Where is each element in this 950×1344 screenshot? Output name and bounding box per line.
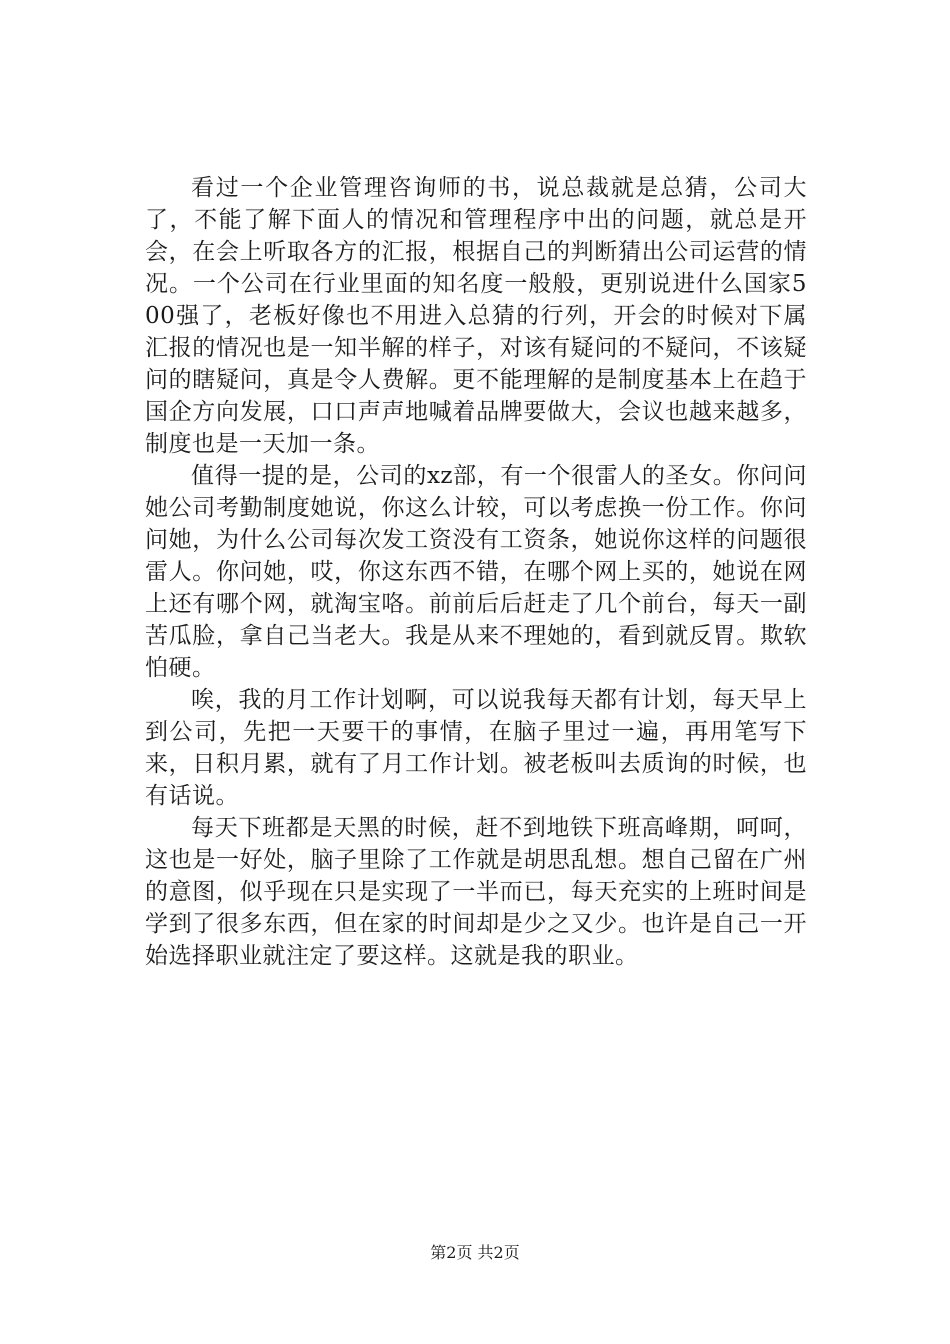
document-body — [145, 172, 807, 972]
paragraph-2: 值得一提的是，公司的xz部，有一个很雷人的圣女。你问问她公司考勤制度她说，你这么计较，可以考虑换一份工作。你问问她，为什么公司每次发工资没有工资条，她说你这样的问题很雷人。你问她，哎，你这东西不错，在哪个网上买的，她说在网上还有哪个网，就淘宝咯。前前后后赶走了几个前台，每天一副苦瓜脸，拿自己当老大。我是从来不理她的，看到就反胃。欺软怕硬。 — [145, 463, 807, 681]
paragraph-3: 唉，我的月工作计划啊，可以说我每天都有计划，每天早上到公司，先把一天要干的事情，在脑子里过一遍，再用笔写下来，日积月累，就有了月工作计划。被老板叫去质询的时候，也有话说。 — [145, 687, 807, 809]
page-number-footer: 第2页 共2页 — [430, 1243, 520, 1262]
paragraph-1: 看过一个企业管理咨询师的书，说总裁就是总猜，公司大了，不能了解下面人的情况和管理程序中出的问题，就总是开会，在会上听取各方的汇报，根据自己的判断猜出公司运营的情况。一个公司在行业里面的知名度一般般，更别说进什么国家500强了，老板好像也不用进入总猜的行列，开会的时候对下属汇报的情况也是一知半解的样子，对该有疑问的不疑问，不该疑问的瞎疑问，真是令人费解。更不能理解的是制度基本上在趋于国企方向发展，口口声声地喊着品牌要做大，会议也越来越多，制度也是一天加一条。 — [145, 175, 807, 457]
paragraph-4: 每天下班都是天黑的时候，赶不到地铁下班高峰期，呵呵，这也是一好处，脑子里除了工作就是胡思乱想。想自己留在广州的意图，似乎现在只是实现了一半而已，每天充实的上班时间是学到了很多东西，但在家的时间却是少之又少。也许是自己一开始选择职业就注定了要这样。这就是我的职业。 — [145, 815, 807, 969]
